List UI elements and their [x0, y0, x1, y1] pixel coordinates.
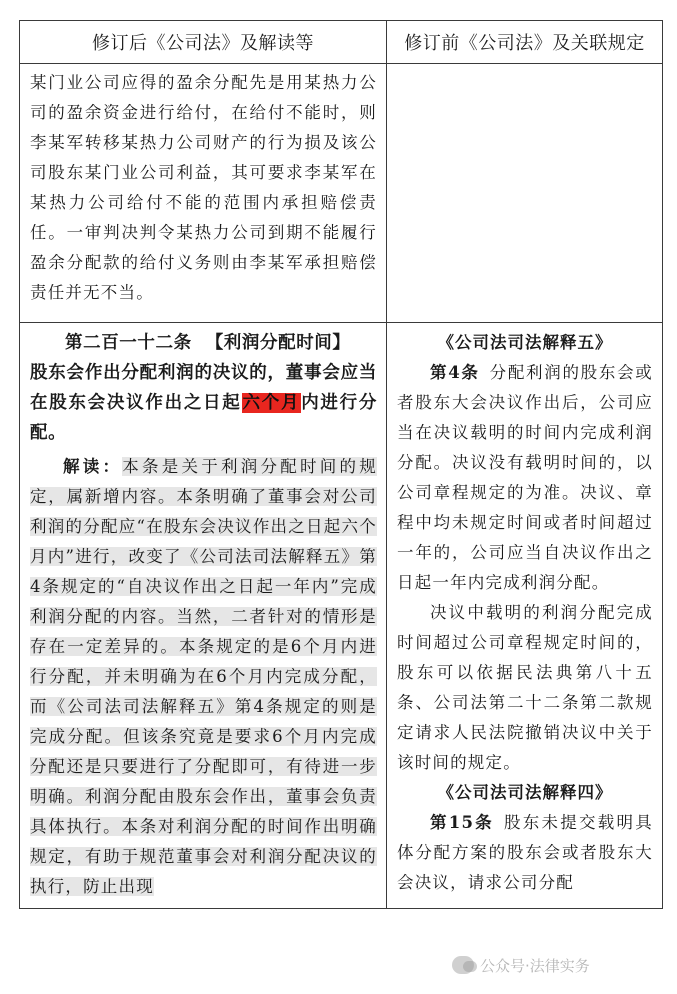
rule-art-15-text: 股东未提交载明具体分配方案的股东会或者股东大会决议，请求公司分配 — [397, 813, 653, 892]
table-row-article-212 — [20, 323, 663, 909]
article-212 — [30, 328, 377, 448]
interpretation — [30, 452, 377, 902]
rule-art-4-number: 第4条 — [430, 363, 480, 382]
article-cell — [20, 323, 387, 909]
source-title-interpretation-4: 《公司法司法解释四》 — [437, 783, 613, 802]
interpretation-text: 本条是关于利润分配时间的规定，属新增内容。本条明确了董事会对公司利润的分配应“在股东会决议作出之日起六个月内”进行，改变了《公司法司法解释五》第4条规定的“自决议作出之日起一年内”完成利润分配的内容。当然，二者针对的情形是存在一定差异的。本条规定的是6个月内进行分配，并未明确为在6个月内完成分配，而《公司法司法解释五》第4条规定的则是完成分配。但该条究竟是要求6个月内完成分配还是只要进行了分配即可，有待进一步明确。利润分配由股东会作出，董事会负责具体执行。本条对利润分配的时间作出明确规定，有助于规范董事会对利润分配决议的执行，防止出现 — [30, 457, 377, 896]
rule-art-15 — [397, 808, 653, 898]
wechat-icon — [452, 956, 474, 974]
related-rules-cell — [387, 323, 663, 909]
case-text: 某门业公司应得的盈余分配先是用某热力公司的盈余资金进行给付，在给付不能时，则李某军转移某热力公司财产的行为损及该公司股东某门业公司利益，其可要求李某军在某热力公司给付不能的范围内承担赔偿责任。一审判决判令某热力公司到期不能履行盈余分配款的给付义务则由李某军承担赔偿责任并无不当。 — [30, 73, 377, 302]
interpretation-label: 解读： — [63, 457, 123, 476]
watermark-text: 公众号·法律实务 — [480, 956, 590, 975]
watermark — [452, 948, 662, 982]
source-title-interpretation-5: 《公司法司法解释五》 — [437, 333, 613, 352]
article-text-before: 股东会作出分配利润的决议的，董事会应当在股东会决议作出之日起 — [30, 363, 377, 413]
rule-art-15-number: 第15条 — [430, 813, 494, 832]
article-tag: 【利润分配时间】 — [205, 333, 351, 353]
article-text-after: 内进行分配。 — [30, 393, 377, 443]
article-number: 第二百一十二条 — [65, 333, 192, 353]
rule-art-4-text: 分配利润的股东会或者股东大会决议作出后，公司应当在决议载明的时间内完成利润分配。决议没有载明时间的，以公司章程规定的为准。决议、章程中均未规定时间或者时间超过一年的，公司应当自决议作出之日起一年内完成利润分配。 — [397, 363, 653, 592]
article-highlight: 六个月 — [242, 393, 301, 413]
table-row-case — [20, 64, 663, 323]
header-left: 修订后《公司法》及解读等 — [20, 21, 387, 64]
comparison-table — [19, 20, 663, 909]
case-cell — [20, 64, 387, 323]
table-header-row — [20, 21, 663, 64]
rule-art-4-p1 — [397, 358, 653, 598]
case-cell-right-empty — [387, 64, 663, 323]
header-right: 修订前《公司法》及关联规定 — [387, 21, 663, 64]
rule-art-4-p2: 决议中载明的利润分配完成时间超过公司章程规定时间的，股东可以依据民法典第八十五条、公司法第二十二条第二款规定请求人民法院撤销决议中关于该时间的规定。 — [397, 603, 653, 772]
